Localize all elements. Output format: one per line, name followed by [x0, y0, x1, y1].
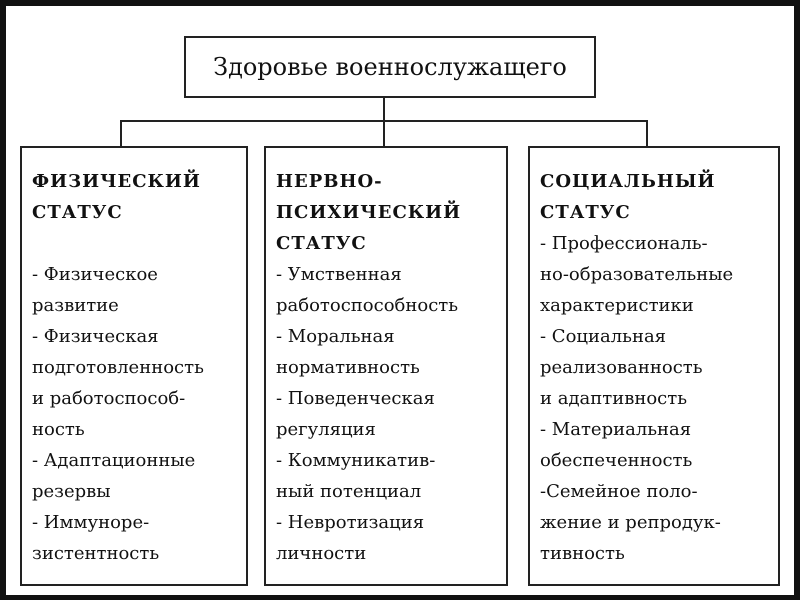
list-item-line: регуляция	[276, 419, 376, 440]
list-item-line: обеспеченность	[540, 450, 693, 471]
connector-col-1	[120, 120, 122, 146]
heading-line: СТАТУС	[540, 202, 631, 223]
list-item-line: - Коммуникатив-	[276, 450, 436, 471]
list-item-line: резервы	[32, 481, 111, 502]
list-item-line: характеристики	[540, 295, 694, 316]
list-item-line: тивность	[540, 543, 625, 564]
connector-col-3	[646, 120, 648, 146]
list-item-line: подготовленность	[32, 357, 204, 378]
heading-line: НЕРВНО-	[276, 171, 383, 192]
list-item-line: личности	[276, 543, 367, 564]
root-node-label: Здоровье военнослужащего	[213, 53, 567, 81]
heading-line: СТАТУС	[276, 233, 367, 254]
diagram-canvas	[6, 6, 794, 595]
list-item-line: - Моральная	[276, 326, 395, 347]
list-item-line: - Физическое	[32, 264, 158, 285]
list-item-line: - Умственная	[276, 264, 402, 285]
list-item-line: - Физическая	[32, 326, 159, 347]
list-item-line: и работоспособ-	[32, 388, 186, 409]
list-item-line: - Невротизация	[276, 512, 425, 533]
social-status-box	[528, 146, 780, 586]
list-item-line: работоспособность	[276, 295, 459, 316]
physical-status-box	[20, 146, 248, 586]
heading-line: ФИЗИЧЕСКИЙ	[32, 171, 201, 192]
heading-line: СОЦИАЛЬНЫЙ	[540, 171, 716, 192]
list-item-line: - Материальная	[540, 419, 692, 440]
physical-status-heading	[32, 166, 246, 228]
list-item-line: - Профессиональ-	[540, 233, 708, 254]
list-item-line: ный потенциал	[276, 481, 422, 502]
list-item-line: зистентность	[32, 543, 160, 564]
neuro-psychic-status-heading	[276, 166, 506, 259]
root-node	[184, 36, 596, 98]
list-item-line: - Адаптационные	[32, 450, 196, 471]
connector-root-stem	[383, 98, 385, 122]
connector-col-2	[383, 120, 385, 146]
list-item-line: ность	[32, 419, 85, 440]
heading-line: СТАТУС	[32, 202, 123, 223]
list-item-line: - Поведенческая	[276, 388, 435, 409]
list-item-line: но-образовательные	[540, 264, 734, 285]
list-item-line: нормативность	[276, 357, 420, 378]
list-item-line: реализованность	[540, 357, 703, 378]
social-status-heading	[540, 166, 778, 228]
list-item-line: - Иммуноре-	[32, 512, 150, 533]
neuro-psychic-status-box	[264, 146, 508, 586]
heading-line: ПСИХИЧЕСКИЙ	[276, 202, 462, 223]
list-item-line: и адаптивность	[540, 388, 688, 409]
list-item-line: развитие	[32, 295, 119, 316]
list-item-line: жение и репродук-	[540, 512, 721, 533]
list-item-line: - Социальная	[540, 326, 667, 347]
list-item-line: -Семейное поло-	[540, 481, 698, 502]
